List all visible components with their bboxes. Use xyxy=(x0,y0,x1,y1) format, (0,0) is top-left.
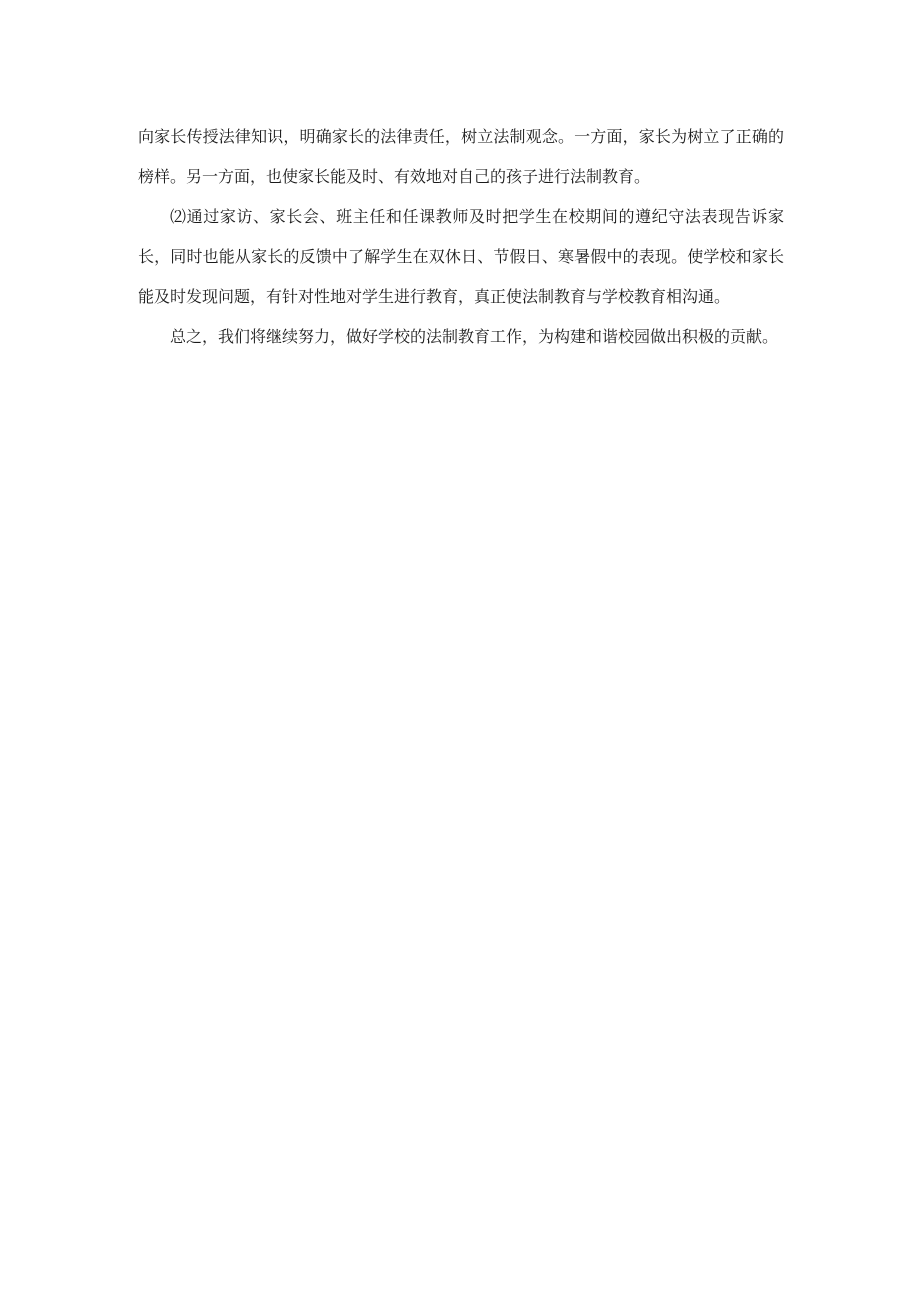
document-body xyxy=(138,117,784,357)
paragraph-parent-education: 向家长传授法律知识，明确家长的法律责任，树立法制观念。一方面，家长为树立了正确的榜样。另一方面，也使家长能及时、有效地对自己的孩子进行法制教育。 xyxy=(138,127,784,186)
paragraph-conclusion: 总之，我们将继续努力，做好学校的法制教育工作，为构建和谐校园做出积极的贡献。 xyxy=(170,327,779,346)
paragraph-home-visits: ⑵通过家访、家长会、班主任和任课教师及时把学生在校期间的遵纪守法表现告诉家长，同时也能从家长的反馈中了解学生在双休日、节假日、寒暑假中的表现。使学校和家长能及时发现问题，有针对性地对学生进行教育，真正使法制教育与学校教育相沟通。 xyxy=(138,207,784,306)
